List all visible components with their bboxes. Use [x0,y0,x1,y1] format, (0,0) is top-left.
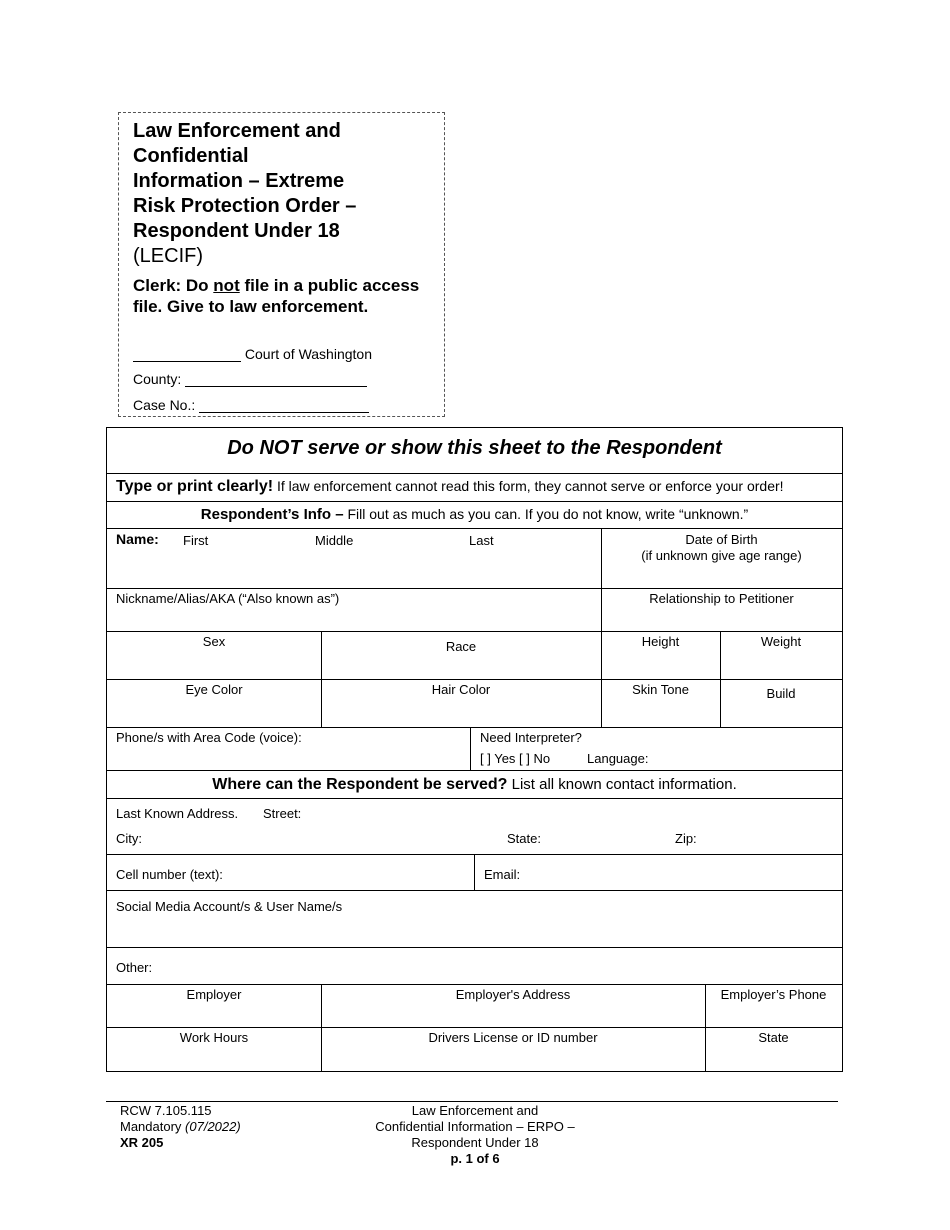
license-label: Drivers License or ID number [428,1030,598,1045]
eye-color-label: Eye Color [185,682,243,697]
eye-color-field[interactable] [110,700,318,725]
state-label: State: [507,831,541,846]
license-state-field[interactable] [708,1048,840,1069]
license-field[interactable] [324,1048,702,1069]
dob-label: Date of Birth (if unknown give age range) [641,532,802,563]
last-known-address-label: Last Known Address. [116,806,239,821]
nickname-label: Nickname/Alias/AKA (“Also known as”) [116,591,340,606]
skin-tone-label: Skin Tone [632,682,689,697]
license-state-label: State [758,1030,789,1045]
skin-tone-field[interactable] [604,700,717,725]
other-label: Other: [116,960,153,975]
weight-field[interactable] [723,653,840,677]
rcw-citation: RCW 7.105.115 [120,1103,212,1118]
footer-divider [106,1101,838,1102]
social-media-label: Social Media Account/s & User Name/s [116,899,343,914]
footer-center: Law Enforcement and Confidential Information – ERPO – Respondent Under 18 p. 1 of 6 [325,1103,625,1167]
build-label: Build [766,686,796,701]
relationship-label: Relationship to Petitioner [649,591,794,606]
hair-color-field[interactable] [324,700,598,725]
court-name-blank[interactable] [133,347,241,362]
form-number: XR 205 [120,1135,164,1150]
dob-field[interactable] [604,566,840,586]
work-hours-field[interactable] [110,1048,318,1069]
name-label: Name: [116,531,159,547]
respondent-info-header: Respondent’s Info – Fill out as much as you can. If you do not know, write “unknown.” [200,506,749,523]
phone-field[interactable] [110,747,467,768]
where-served-header: Where can the Respondent be served? List all known contact information. [212,776,737,793]
build-field[interactable] [723,705,840,725]
footer-left [120,1103,241,1151]
page-number: p. 1 of 6 [450,1151,500,1166]
email-field[interactable] [532,860,837,886]
sex-label: Sex [202,634,226,649]
employer-address-field[interactable] [324,1005,702,1025]
race-field[interactable] [324,658,598,677]
case-number-line: Case No.: [133,397,369,413]
race-label: Race [445,639,477,654]
employer-phone-field[interactable] [708,1005,840,1025]
interpreter-label: Need Interpreter? [480,730,582,745]
sex-field[interactable] [110,653,318,677]
employer-phone-label: Employer’s Phone [720,987,827,1002]
county-blank[interactable] [185,372,367,387]
language-label: Language: [587,751,649,766]
name-field[interactable] [110,550,598,586]
caption-box [118,112,445,417]
social-media-field[interactable] [110,917,839,944]
respondent-info-form [106,427,843,1072]
zip-label: Zip: [675,831,697,846]
height-label: Height [641,634,680,649]
employer-field[interactable] [110,1005,318,1025]
nickname-field[interactable] [110,608,598,629]
form-title: Law Enforcement and Confidential Information – Extreme Risk Protection Order – Respondent Under 18 [133,120,357,242]
relationship-field[interactable] [604,608,840,629]
do-not-serve-banner: Do NOT serve or show this sheet to the Respondent [227,437,722,459]
hair-color-label: Hair Color [431,682,491,697]
weight-label: Weight [760,634,802,649]
email-label: Email: [484,867,521,882]
street-field[interactable] [307,802,837,824]
cell-number-field[interactable] [237,860,470,886]
mandatory-note: Mandatory (07/2022) [120,1119,241,1134]
cell-number-label: Cell number (text): [116,867,223,882]
other-field[interactable] [162,952,839,980]
city-label: City: [116,831,142,846]
clerk-instruction: Clerk: Do not file in a public access file. Give to law enforcement. [133,276,420,316]
case-number-blank[interactable] [199,398,369,413]
first-name-label: First [183,533,209,548]
type-clearly-note: Type or print clearly! If law enforcement cannot read this form, they cannot serve or enforce your order! [116,478,784,495]
phone-label: Phone/s with Area Code (voice): [116,730,302,745]
height-field[interactable] [604,653,717,677]
form-code: (LECIF) [133,245,203,267]
work-hours-label: Work Hours [179,1030,249,1045]
county-line: County: [133,371,367,387]
middle-name-label: Middle [315,533,354,548]
interpreter-options[interactable]: [ ] Yes [ ] No [480,751,551,766]
employer-address-label: Employer's Address [455,987,571,1002]
court-line: Court of Washington [133,346,372,362]
street-label: Street: [263,806,302,821]
employer-label: Employer [186,987,242,1002]
last-name-label: Last [469,533,494,548]
